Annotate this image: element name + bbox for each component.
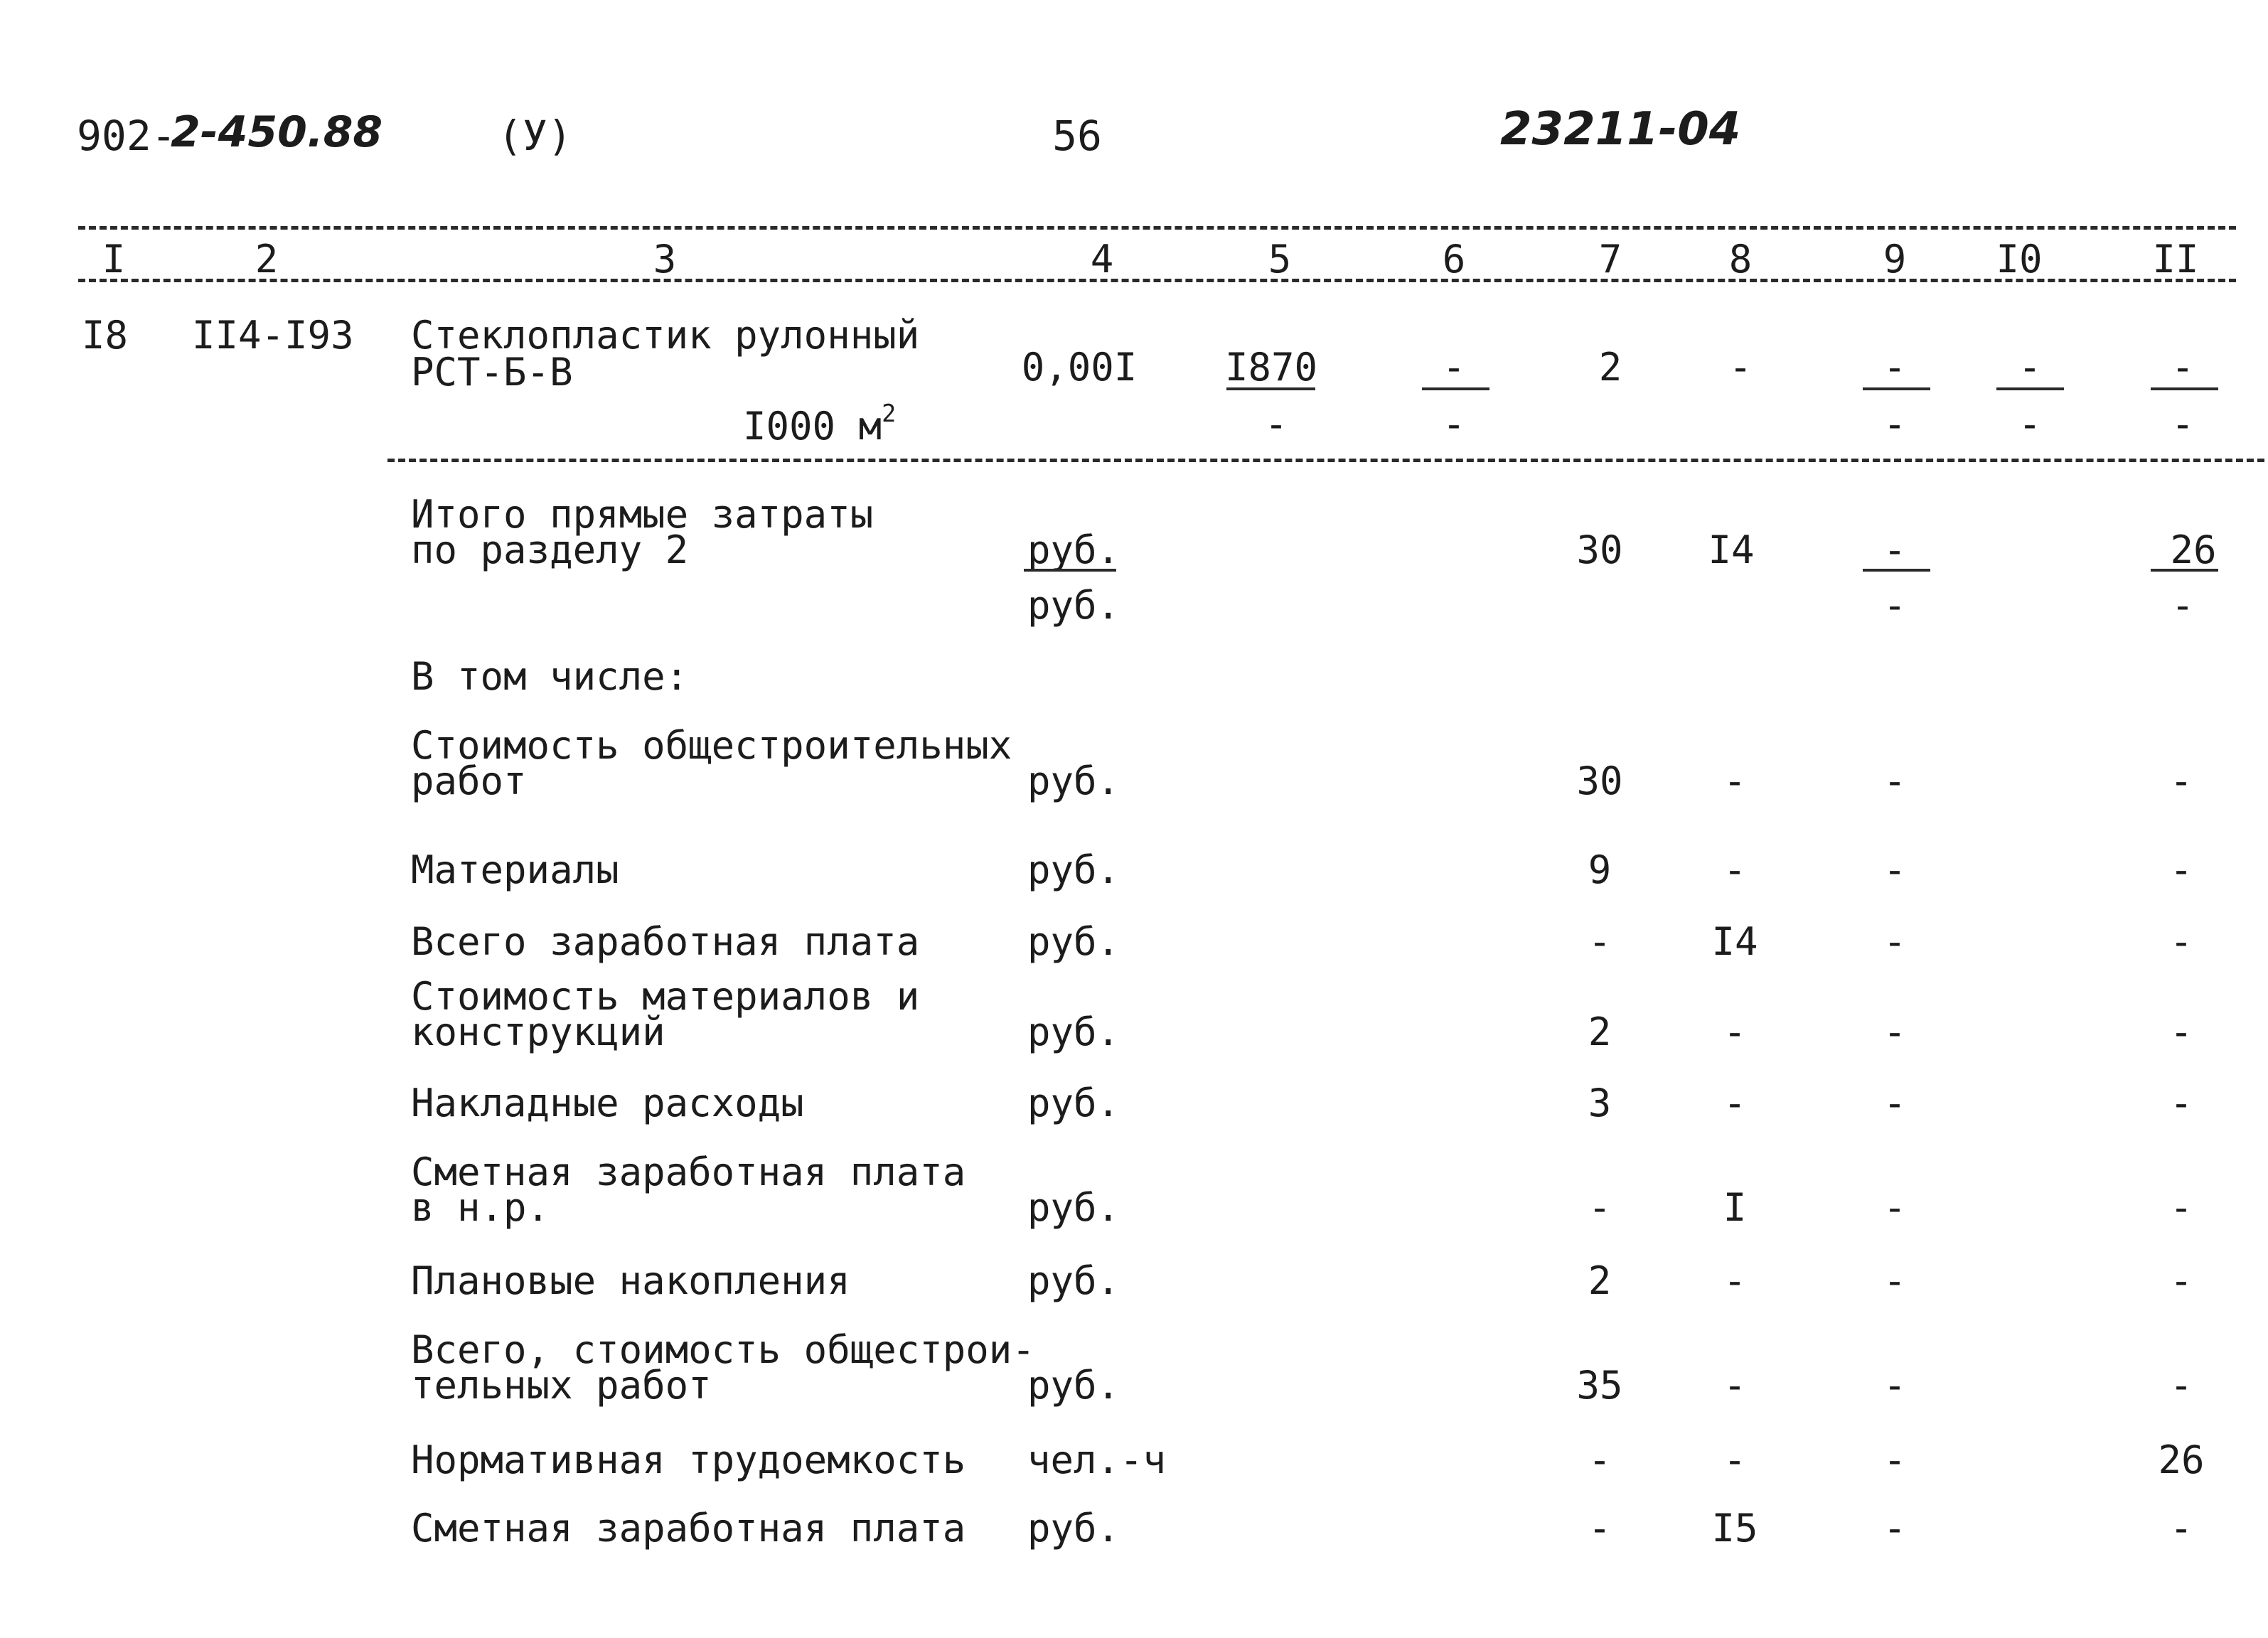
item-col6-top: - bbox=[1442, 345, 1466, 390]
col-header-5: 5 bbox=[1268, 237, 1292, 282]
row-label-line1: Стоимость материалов и bbox=[411, 974, 920, 1019]
row-unit: руб. bbox=[1027, 759, 1120, 803]
row-col11: - bbox=[2169, 1010, 2193, 1054]
row-col11: - bbox=[2169, 919, 2193, 964]
row-col11: 26 bbox=[2158, 1438, 2205, 1482]
row-col7: - bbox=[1588, 1506, 1612, 1551]
item-col9-top: - bbox=[1883, 345, 1907, 390]
header-bottom-rule bbox=[78, 279, 2236, 282]
item-col6-bottom: - bbox=[1442, 402, 1466, 446]
row-col9: - bbox=[1883, 1363, 1907, 1408]
row-label-line1: Всего заработная плата bbox=[411, 919, 920, 964]
header-top-rule bbox=[78, 226, 2236, 230]
col-header-3: 3 bbox=[653, 237, 677, 282]
item-col5-underline bbox=[1226, 387, 1315, 390]
row-label-line1: Нормативная трудоемкость bbox=[411, 1438, 966, 1482]
col-header-6: 6 bbox=[1442, 237, 1466, 282]
row-col7: - bbox=[1588, 1185, 1612, 1230]
row-col8: - bbox=[1723, 759, 1747, 803]
row-label-line1: Накладные расходы bbox=[411, 1081, 804, 1125]
row-label-line1: Сметная заработная плата bbox=[411, 1150, 966, 1194]
totals-col9-top: - bbox=[1883, 528, 1907, 572]
doc-number-handwritten: 2-450.88 bbox=[171, 107, 383, 157]
series-mark: (У) bbox=[498, 112, 572, 160]
row-label-line1: Стоимость общестроительных bbox=[411, 723, 1012, 768]
stamp-number-handwritten: 23211-04 bbox=[1500, 103, 1741, 156]
col-header-2: 2 bbox=[255, 237, 279, 282]
row-label-line1: Сметная заработная плата bbox=[411, 1506, 966, 1551]
row-col7: 2 bbox=[1588, 1258, 1612, 1303]
item-col5-top: I870 bbox=[1224, 345, 1318, 390]
item-number: I8 bbox=[82, 313, 129, 358]
totals-col11-top: 26 bbox=[2170, 528, 2217, 572]
col-header-10: I0 bbox=[1996, 237, 2043, 282]
totals-unit-underline bbox=[1024, 569, 1116, 572]
item-name-line2: РСТ-Б-В bbox=[411, 350, 573, 395]
totals-col8: I4 bbox=[1708, 528, 1755, 572]
row-col8: - bbox=[1723, 1438, 1747, 1482]
totals-label-line1: Итого прямые затраты bbox=[411, 492, 874, 537]
row-col9: - bbox=[1883, 1010, 1907, 1054]
row-col7: 2 bbox=[1588, 1010, 1612, 1054]
row-unit: руб. bbox=[1027, 1258, 1120, 1303]
row-col11: - bbox=[2169, 1506, 2193, 1551]
row-col8: - bbox=[1723, 1081, 1747, 1125]
row-col8: - bbox=[1723, 1258, 1747, 1303]
row-label-line2: тельных работ bbox=[411, 1363, 712, 1408]
row-col11: - bbox=[2169, 1185, 2193, 1230]
including-label: В том числе: bbox=[411, 654, 689, 699]
row-label-line1: Плановые накопления bbox=[411, 1258, 850, 1303]
row-label-line2: конструкций bbox=[411, 1010, 665, 1054]
col-header-7: 7 bbox=[1598, 237, 1622, 282]
row-col7: 35 bbox=[1576, 1363, 1623, 1408]
row-col9: - bbox=[1883, 1506, 1907, 1551]
row-unit: руб. bbox=[1027, 1185, 1120, 1230]
row-col8: - bbox=[1723, 1363, 1747, 1408]
item-col11-bottom: - bbox=[2171, 402, 2195, 446]
row-col9: - bbox=[1883, 919, 1907, 964]
item-name-line1: Стеклопластик рулонный bbox=[411, 313, 920, 358]
row-label-line2: в н.р. bbox=[411, 1185, 550, 1230]
row-col11: - bbox=[2169, 1363, 2193, 1408]
row-unit: руб. bbox=[1027, 919, 1120, 964]
col-header-4: 4 bbox=[1090, 237, 1114, 282]
row-unit: руб. bbox=[1027, 1010, 1120, 1054]
row-label-line2: работ bbox=[411, 759, 527, 803]
totals-col11-bottom: - bbox=[2171, 583, 2195, 628]
row-col9: - bbox=[1883, 1438, 1907, 1482]
item-quantity: 0,00I bbox=[1021, 345, 1138, 390]
section-divider bbox=[387, 459, 2264, 462]
row-col8: I5 bbox=[1711, 1506, 1758, 1551]
row-col9: - bbox=[1883, 1081, 1907, 1125]
row-unit: руб. bbox=[1027, 847, 1120, 892]
totals-label-line2: по разделу 2 bbox=[411, 528, 689, 572]
col-header-1: I bbox=[102, 237, 126, 282]
row-col9: - bbox=[1883, 847, 1907, 892]
totals-col11-underline bbox=[2151, 569, 2218, 572]
row-label-line1: Всего, стоимость общестрои- bbox=[411, 1327, 1035, 1372]
item-col5-bottom: - bbox=[1264, 402, 1288, 446]
row-col11: - bbox=[2169, 759, 2193, 803]
col-header-9: 9 bbox=[1883, 237, 1907, 282]
row-unit: руб. bbox=[1027, 1506, 1120, 1551]
row-col7: - bbox=[1588, 1438, 1612, 1482]
row-label-line1: Материалы bbox=[411, 847, 619, 892]
row-col11: - bbox=[2169, 847, 2193, 892]
row-col8: - bbox=[1723, 1010, 1747, 1054]
totals-col9-underline bbox=[1863, 569, 1930, 572]
item-col7: 2 bbox=[1598, 345, 1622, 390]
doc-prefix: 902- bbox=[77, 112, 176, 160]
col-header-11: II bbox=[2152, 237, 2199, 282]
item-col6-underline bbox=[1422, 387, 1489, 390]
row-col7: 3 bbox=[1588, 1081, 1612, 1125]
col-header-8: 8 bbox=[1728, 237, 1753, 282]
row-col8: I4 bbox=[1711, 919, 1758, 964]
item-col8: - bbox=[1728, 345, 1753, 390]
row-col9: - bbox=[1883, 1185, 1907, 1230]
row-col11: - bbox=[2169, 1258, 2193, 1303]
item-col9-underline bbox=[1863, 387, 1930, 390]
item-col11-top: - bbox=[2171, 345, 2195, 390]
row-col8: I bbox=[1723, 1185, 1747, 1230]
item-code: II4-I93 bbox=[192, 313, 354, 358]
totals-unit-top: руб. bbox=[1027, 528, 1120, 572]
row-col11: - bbox=[2169, 1081, 2193, 1125]
row-unit: руб. bbox=[1027, 1081, 1120, 1125]
item-col11-underline bbox=[2151, 387, 2218, 390]
row-unit: чел.-ч bbox=[1027, 1438, 1167, 1482]
row-unit: руб. bbox=[1027, 1363, 1120, 1408]
item-col10-top: - bbox=[2018, 345, 2042, 390]
row-col7: 9 bbox=[1588, 847, 1612, 892]
row-col9: - bbox=[1883, 1258, 1907, 1303]
item-col9-bottom: - bbox=[1883, 402, 1907, 446]
row-col7: - bbox=[1588, 919, 1612, 964]
totals-unit-bottom: руб. bbox=[1027, 583, 1120, 628]
row-col7: 30 bbox=[1576, 759, 1623, 803]
row-col9: - bbox=[1883, 759, 1907, 803]
page-number: 56 bbox=[1052, 112, 1102, 160]
item-col10-bottom: - bbox=[2018, 402, 2042, 446]
totals-col7: 30 bbox=[1576, 528, 1623, 572]
totals-col9-bottom: - bbox=[1883, 583, 1907, 628]
item-col10-underline bbox=[1996, 387, 2064, 390]
item-unit: I000 $м^2$ bbox=[743, 400, 897, 449]
row-col8: - bbox=[1723, 847, 1747, 892]
